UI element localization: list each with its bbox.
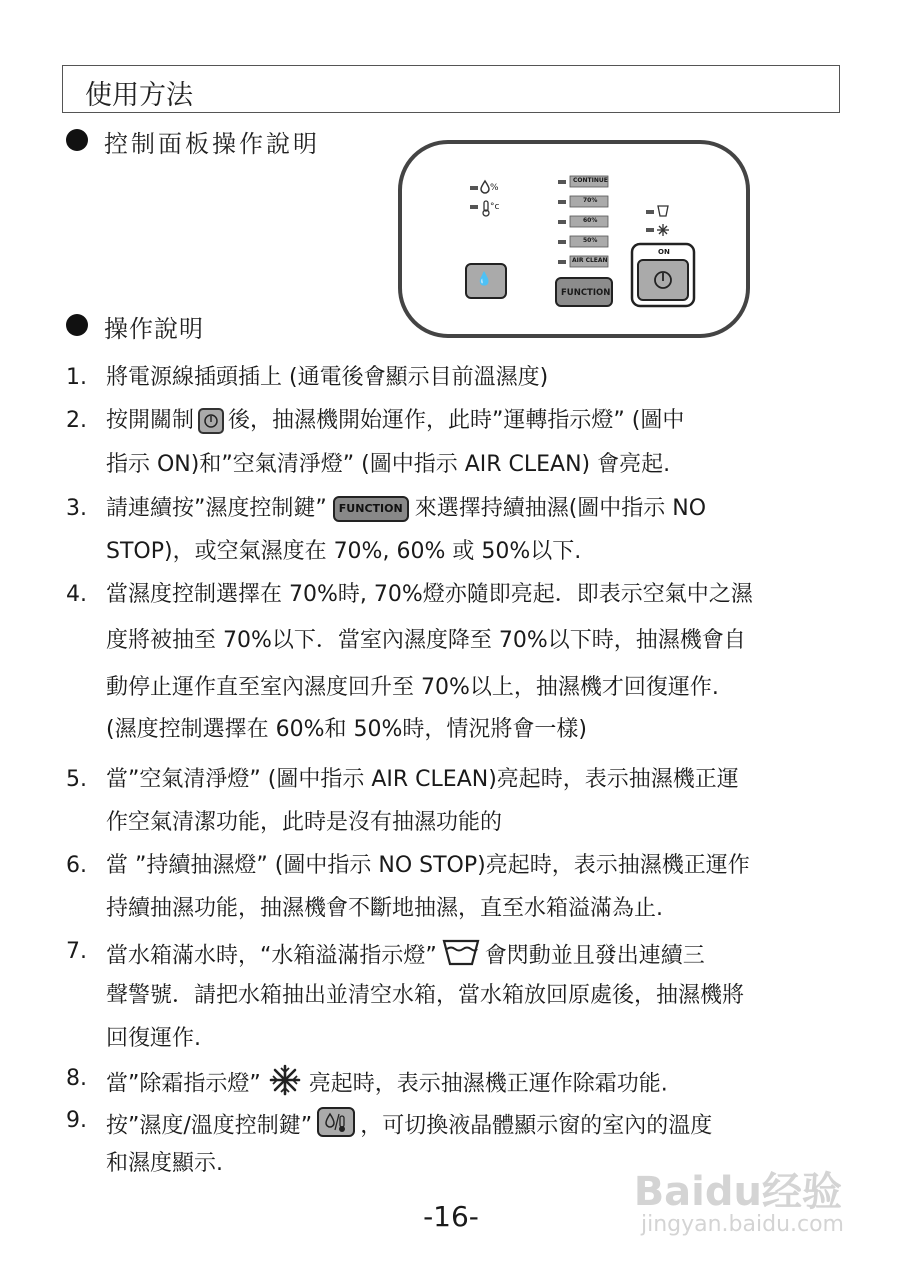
function-button-icon: FUNCTION (333, 496, 409, 522)
item-number: 2. (66, 408, 87, 433)
item-text: 動停止運作直至室內濕度回升至 70%以上，抽濕機才回復運作. (106, 675, 719, 700)
item-text-part: 來選擇持續抽濕(圖中指示 NO (414, 496, 707, 521)
bullet-dot (66, 129, 88, 151)
section-title: 使用方法 (85, 80, 193, 111)
item-text-part: 按開關制 (106, 408, 195, 433)
panel-humidity-label: % (490, 183, 499, 193)
item-text (106, 1106, 712, 1147)
item-text-part: 會閃動並且發出連續三 (484, 943, 705, 969)
control-panel-illustration (398, 140, 750, 338)
item-text: 回復運作. (106, 1026, 201, 1051)
item-text: 作空氣清潔功能，此時是沒有抽濕功能的 (106, 810, 503, 835)
water-tank-full-icon (441, 937, 481, 976)
item-text (106, 937, 705, 976)
panel-temp-label: °c (490, 202, 500, 212)
item-text-part: 當”除霜指示燈” (106, 1071, 261, 1097)
item-text (106, 1064, 668, 1105)
item-number: 4. (66, 582, 87, 607)
item-number: 7. (66, 939, 87, 964)
item-text: (濕度控制選擇在 60%和 50%時，情況將會一樣) (106, 717, 587, 742)
watermark-url: jingyan.baidu.com (640, 1212, 844, 1237)
item-number: 1. (66, 365, 87, 390)
item-text: 當”空氣清淨燈” (圖中指示 AIR CLEAN)亮起時，表示抽濕機正運 (106, 767, 739, 792)
bullet-dot (66, 314, 88, 336)
item-number: 5. (66, 767, 87, 792)
item-text: 當 ”持續抽濕燈” (圖中指示 NO STOP)亮起時，表示抽濕機正運作 (106, 853, 750, 878)
page-number: -16- (423, 1200, 479, 1233)
item-text: 指示 ON)和”空氣清淨燈” (圖中指示 AIR CLEAN) 會亮起. (106, 452, 671, 477)
item-number: 9. (66, 1108, 87, 1133)
item-text-part: 當水箱滿水時，“水箱溢滿指示燈” (106, 943, 437, 969)
watermark-logo: Baidu经验 (633, 1169, 842, 1215)
humidity-temp-button-icon (316, 1106, 356, 1147)
item-text-part: 亮起時，表示抽濕機正運作除霜功能. (308, 1071, 668, 1097)
power-button-icon (198, 408, 224, 434)
item-text: 持續抽濕功能，抽濕機會不斷地抽濕，直至水箱溢滿為止. (106, 896, 663, 921)
item-number: 6. (66, 853, 87, 878)
panel-level-70: 70% (583, 197, 598, 204)
item-text: 當濕度控制選擇在 70%時, 70%燈亦隨即亮起．即表示空氣中之濕 (106, 582, 753, 607)
item-text: 度將被抽至 70%以下．當室內濕度降至 70%以下時，抽濕機會自 (106, 628, 746, 653)
bullet-label-panel: 控制面板操作說明 (104, 130, 320, 158)
panel-level-60: 60% (583, 217, 598, 224)
item-text-part: 按”濕度/溫度控制鍵” (106, 1113, 313, 1139)
panel-function-label: FUNCTION (561, 288, 611, 298)
item-text: 聲警號．請把水箱抽出並清空水箱，當水箱放回原處後，抽濕機將 (106, 983, 745, 1008)
item-text: 和濕度顯示. (106, 1151, 223, 1176)
item-text-part: 請連續按”濕度控制鍵” (106, 496, 327, 521)
item-number: 8. (66, 1066, 87, 1091)
panel-level-air-clean: AIR CLEAN (572, 257, 608, 264)
panel-on-label: ON (658, 248, 670, 256)
defrost-snowflake-icon (265, 1064, 305, 1105)
panel-level-continue: CONTINUE (573, 177, 608, 184)
panel-level-50: 50% (583, 237, 598, 244)
item-text (106, 406, 684, 436)
bullet-label-operation: 操作說明 (104, 315, 204, 343)
item-text: STOP)，或空氣濕度在 70%, 60% 或 50%以下. (106, 539, 582, 564)
section-header (62, 65, 840, 113)
item-text-part: 後，抽濕機開始運作，此時”運轉指示燈” (圖中 (228, 408, 685, 433)
item-text: 將電源線插頭插上 (通電後會顯示目前溫濕度) (106, 365, 549, 390)
panel-humidity-temp-button-icon: 💧 (476, 272, 493, 287)
item-number: 3. (66, 496, 87, 521)
item-text (106, 494, 706, 524)
item-text-part: ，可切換液晶體顯示窗的室內的溫度 (360, 1113, 713, 1139)
